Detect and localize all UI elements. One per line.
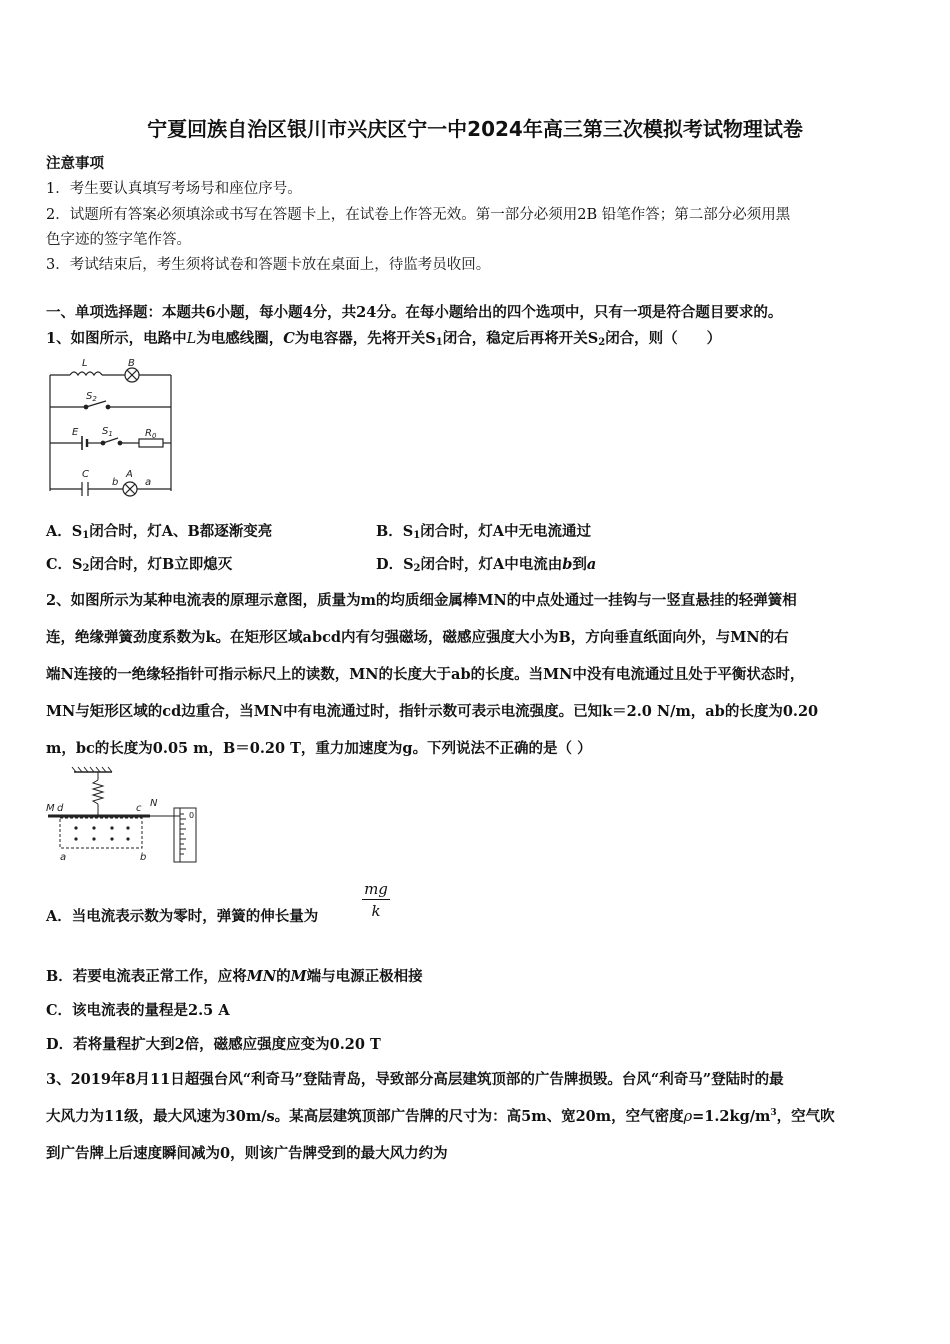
q2-stem-line-2: 连，绝缘弹簧劲度系数为k。在矩形区域abcd内有匀强磁场，磁感应强度大小为B，方向垂直纸面向外，与MN的右 <box>46 629 789 646</box>
q1-option-c[interactable]: C．$S_2$闭合时，灯B立即熄灭 <box>46 556 233 574</box>
q3-stem-line-1: 3、2019年8月11日超强台风“利奇马”登陆青岛，导致部分高层建筑顶部的广告牌损毁。台风“利奇马”登陆时的最 <box>46 1071 784 1088</box>
q1-stem: 1、如图所示，电路中L为电感线圈，C为电容器，先将开关$S_1$闭合，稳定后再将开关$S_2$闭合，则（ ） <box>46 330 722 348</box>
notice-item-3: 3．考试结束后，考生须将试卷和答题卡放在桌面上，待监考员收回。 <box>46 257 491 273</box>
notice-heading: 注意事项 <box>46 155 104 172</box>
label-m: M <box>46 803 55 814</box>
label-c: C <box>82 469 89 480</box>
fraction-mg-over-k: $\frac{mg}{k}$ <box>362 880 390 920</box>
inductor-coil <box>70 372 102 375</box>
q2-option-b[interactable]: B．若要电流表正常工作，应将MN的M端与电源正极相接 <box>46 968 423 985</box>
q2-stem-line-1: 2、如图所示为某种电流表的原理示意图，质量为m的均质细金属棒MN的中点处通过一挂钩与一竖直悬挂的轻弹簧相 <box>46 592 797 609</box>
label-b: B <box>128 358 135 369</box>
q2-ammeter-diagram <box>46 766 206 866</box>
notice-item-1: 1．考生要认真填写考场号和座位序号。 <box>46 181 302 197</box>
q1-option-a[interactable]: A．$S_1$闭合时，灯A、B都逐渐变亮 <box>46 523 273 541</box>
q3-stem-line-3: 到广告牌上后速度瞬间减为0，则该广告牌受到的最大风力约为 <box>46 1145 448 1162</box>
field-region <box>60 818 142 848</box>
q2-stem-line-4: MN与矩形区域的cd边重合，当MN中有电流通过时，指针示数可表示电流强度。已知k＝2.0 N/m，ab的长度为0.20 <box>46 703 819 720</box>
label-zero: 0 <box>189 811 195 820</box>
q2-option-a[interactable]: A．当电流表示数为零时，弹簧的伸长量为 <box>46 908 319 925</box>
label-r0: $R_0$ <box>145 428 157 440</box>
label-a-node: a <box>145 477 152 488</box>
label-a: a <box>60 852 67 863</box>
q2-stem-line-3: 端N连接的一绝缘轻指针可指示标尺上的读数，MN的长度大于ab的长度。当MN中没有电流通过且处于平衡状态时， <box>46 666 805 683</box>
q1-option-b[interactable]: B．$S_1$闭合时，灯A中无电流通过 <box>376 523 591 541</box>
label-d: d <box>57 803 64 814</box>
section-heading: 一、单项选择题：本题共6小题，每小题4分，共24分。在每小题给出的四个选项中，只有一项是符合题目要求的。 <box>46 304 783 321</box>
label-b-node: b <box>112 477 119 488</box>
q2-stem-line-5: m，bc的长度为0.05 m，B＝0.20 T，重力加速度为g。下列说法不正确的是（ ） <box>46 740 592 757</box>
label-l: L <box>82 358 88 369</box>
resistor-r0 <box>139 439 163 447</box>
label-s1: $S_1$ <box>102 426 113 438</box>
q1-option-d[interactable]: D．$S_2$闭合时，灯A中电流由b到a <box>376 556 597 574</box>
page-title: 宁夏回族自治区银川市兴庆区宁一中2024年高三第三次模拟考试物理试卷 <box>147 117 803 141</box>
notice-item-2b: 色字迹的签字笔作答。 <box>46 232 191 248</box>
q2-option-d[interactable]: D．若将量程扩大到2倍，磁感应强度应变为0.20 T <box>46 1036 381 1053</box>
q3-stem-line-2: 大风力为11级，最大风速为30m/s。某高层建筑顶部广告牌的尺寸为：高5m、宽20m，空气密度$\rho=1.2kg/m^3$，空气吹 <box>46 1108 835 1125</box>
label-a-lamp: A <box>126 469 133 480</box>
notice-item-2a: 2．试题所有答案必须填涂或书写在答题卡上，在试卷上作答无效。第一部分必须用2B 铅笔作答；第二部分必须用黑 <box>46 207 791 223</box>
label-c: c <box>136 803 142 814</box>
label-n: N <box>150 798 158 809</box>
q1-circuit-diagram <box>46 355 176 495</box>
label-b: b <box>140 852 147 863</box>
label-s2: $S_2$ <box>86 391 97 403</box>
label-e: E <box>72 427 79 438</box>
spring <box>93 780 103 804</box>
q2-option-c[interactable]: C．该电流表的量程是2.5 A <box>46 1002 230 1019</box>
